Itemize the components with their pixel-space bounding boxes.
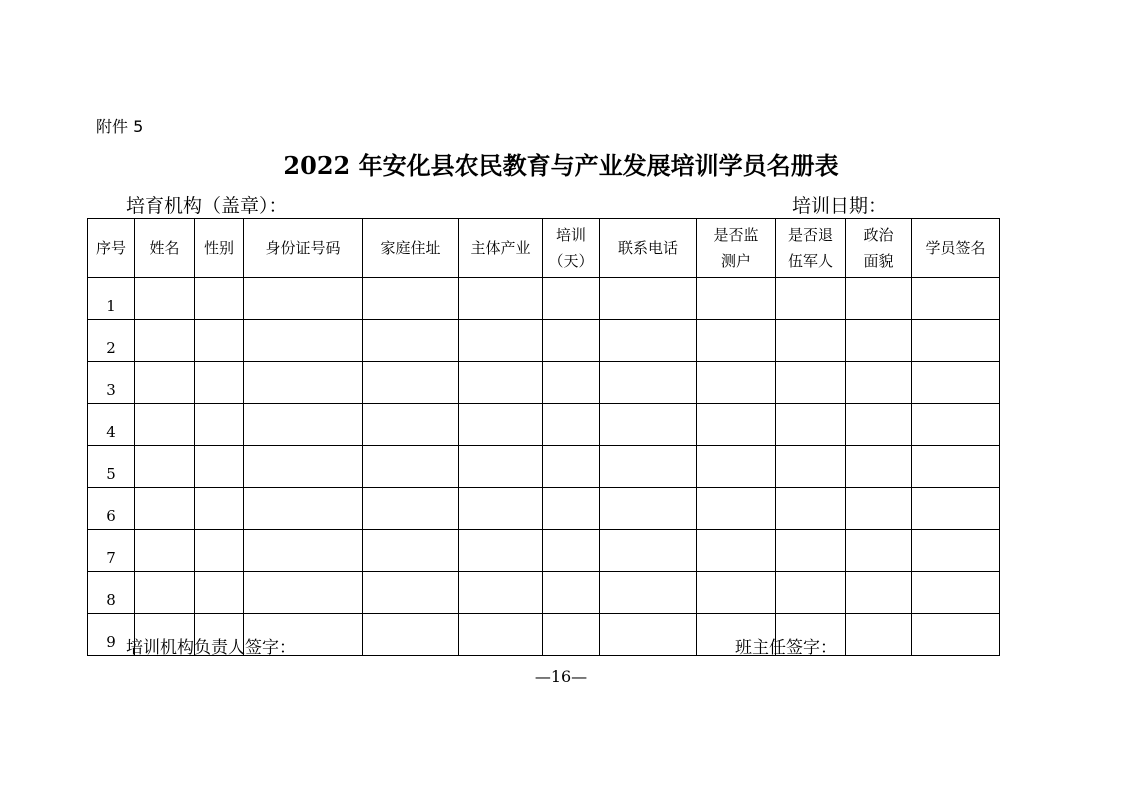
entry-cell[interactable] — [697, 320, 776, 362]
entry-cell[interactable] — [600, 530, 697, 572]
table-row — [88, 362, 1000, 404]
table-row — [88, 278, 1000, 320]
entry-cell[interactable] — [363, 446, 459, 488]
row-number-cell: 2 — [88, 320, 135, 362]
entry-cell[interactable] — [459, 488, 543, 530]
entry-cell[interactable] — [459, 614, 543, 656]
entry-cell[interactable] — [912, 530, 1000, 572]
entry-cell[interactable] — [459, 362, 543, 404]
entry-cell[interactable] — [600, 488, 697, 530]
row-number-cell: 1 — [88, 278, 135, 320]
entry-cell[interactable] — [846, 446, 912, 488]
table-row — [88, 530, 1000, 572]
entry-cell[interactable] — [135, 320, 195, 362]
entry-cell[interactable] — [135, 362, 195, 404]
entry-cell[interactable] — [697, 404, 776, 446]
entry-cell[interactable] — [363, 278, 459, 320]
header-cell: 主体产业 — [459, 219, 543, 278]
entry-cell[interactable] — [363, 530, 459, 572]
entry-cell[interactable] — [697, 278, 776, 320]
header-cell: 性别 — [195, 219, 244, 278]
entry-cell[interactable] — [363, 404, 459, 446]
entry-cell[interactable] — [600, 362, 697, 404]
row-number-cell: 4 — [88, 404, 135, 446]
entry-cell[interactable] — [135, 530, 195, 572]
entry-cell[interactable] — [776, 572, 846, 614]
entry-cell[interactable] — [846, 362, 912, 404]
entry-cell[interactable] — [776, 488, 846, 530]
entry-cell[interactable] — [195, 488, 244, 530]
entry-cell[interactable] — [600, 614, 697, 656]
entry-cell[interactable] — [600, 404, 697, 446]
entry-cell[interactable] — [363, 320, 459, 362]
entry-cell[interactable] — [459, 278, 543, 320]
entry-cell[interactable] — [363, 362, 459, 404]
entry-cell[interactable] — [600, 278, 697, 320]
entry-cell[interactable] — [912, 446, 1000, 488]
entry-cell[interactable] — [543, 572, 600, 614]
header-cell: 家庭住址 — [363, 219, 459, 278]
row-number-cell: 7 — [88, 530, 135, 572]
entry-cell[interactable] — [912, 362, 1000, 404]
entry-cell[interactable] — [195, 362, 244, 404]
entry-cell[interactable] — [244, 446, 363, 488]
entry-cell[interactable] — [543, 488, 600, 530]
entry-cell[interactable] — [363, 614, 459, 656]
entry-cell[interactable] — [244, 488, 363, 530]
entry-cell[interactable] — [776, 278, 846, 320]
entry-cell[interactable] — [244, 320, 363, 362]
entry-cell[interactable] — [543, 404, 600, 446]
entry-cell[interactable] — [135, 572, 195, 614]
row-number-cell: 5 — [88, 446, 135, 488]
entry-cell[interactable] — [912, 278, 1000, 320]
entry-cell[interactable] — [846, 488, 912, 530]
row-number-cell: 3 — [88, 362, 135, 404]
entry-cell[interactable] — [776, 362, 846, 404]
institution-head-signature-label: 培训机构负责人签字： — [126, 638, 296, 658]
entry-cell[interactable] — [600, 320, 697, 362]
entry-cell[interactable] — [135, 404, 195, 446]
entry-cell[interactable] — [543, 278, 600, 320]
entry-cell[interactable] — [846, 404, 912, 446]
entry-cell[interactable] — [846, 572, 912, 614]
entry-cell[interactable] — [363, 488, 459, 530]
entry-cell[interactable] — [135, 488, 195, 530]
table-row — [88, 572, 1000, 614]
entry-cell[interactable] — [135, 446, 195, 488]
institution-stamp-label: 培育机构（盖章）： — [126, 195, 288, 217]
entry-cell[interactable] — [697, 572, 776, 614]
header-cell: 联系电话 — [600, 219, 697, 278]
entry-cell[interactable] — [244, 404, 363, 446]
class-teacher-signature-label: 班主任签字： — [735, 638, 837, 658]
entry-cell[interactable] — [244, 530, 363, 572]
entry-cell[interactable] — [697, 530, 776, 572]
header-cell: 是否监 测户 — [697, 219, 776, 278]
entry-cell[interactable] — [543, 362, 600, 404]
attachment-label: 附件 5 — [96, 117, 144, 136]
entry-cell[interactable] — [600, 446, 697, 488]
row-number-cell: 9 — [88, 614, 135, 656]
entry-cell[interactable] — [912, 488, 1000, 530]
header-cell: 身份证号码 — [244, 219, 363, 278]
entry-cell[interactable] — [135, 278, 195, 320]
entry-cell[interactable] — [459, 446, 543, 488]
entry-cell[interactable] — [244, 572, 363, 614]
entry-cell[interactable] — [244, 362, 363, 404]
entry-cell[interactable] — [543, 320, 600, 362]
entry-cell[interactable] — [912, 320, 1000, 362]
trainee-roster-table — [87, 218, 1000, 656]
entry-cell[interactable] — [244, 278, 363, 320]
entry-cell[interactable] — [459, 572, 543, 614]
entry-cell[interactable] — [459, 530, 543, 572]
entry-cell[interactable] — [195, 572, 244, 614]
row-number-cell: 8 — [88, 572, 135, 614]
header-cell: 学员签名 — [912, 219, 1000, 278]
header-cell: 政治 面貌 — [846, 219, 912, 278]
entry-cell[interactable] — [697, 362, 776, 404]
entry-cell[interactable] — [195, 530, 244, 572]
entry-cell[interactable] — [195, 320, 244, 362]
table-row — [88, 446, 1000, 488]
entry-cell[interactable] — [846, 278, 912, 320]
entry-cell[interactable] — [912, 572, 1000, 614]
entry-cell[interactable] — [459, 404, 543, 446]
training-date-label: 培训日期： — [792, 195, 888, 217]
document-title: 2022 年安化县农民教育与产业发展培训学员名册表 — [283, 151, 839, 180]
entry-cell[interactable] — [846, 530, 912, 572]
entry-cell[interactable] — [846, 614, 912, 656]
entry-cell[interactable] — [697, 446, 776, 488]
entry-cell[interactable] — [195, 404, 244, 446]
entry-cell[interactable] — [195, 446, 244, 488]
table-row — [88, 404, 1000, 446]
table-row — [88, 320, 1000, 362]
entry-cell[interactable] — [776, 404, 846, 446]
entry-cell[interactable] — [543, 446, 600, 488]
entry-cell[interactable] — [195, 278, 244, 320]
entry-cell[interactable] — [776, 320, 846, 362]
entry-cell[interactable] — [912, 614, 1000, 656]
entry-cell[interactable] — [697, 488, 776, 530]
entry-cell[interactable] — [776, 446, 846, 488]
entry-cell[interactable] — [600, 572, 697, 614]
entry-cell[interactable] — [776, 530, 846, 572]
entry-cell[interactable] — [459, 320, 543, 362]
page-number: —16— — [534, 667, 588, 686]
header-cell: 序号 — [88, 219, 135, 278]
table-header-row — [88, 219, 1000, 278]
entry-cell[interactable] — [846, 320, 912, 362]
entry-cell[interactable] — [543, 614, 600, 656]
table-body — [88, 278, 1000, 656]
header-cell: 培训 （天） — [543, 219, 600, 278]
row-number-cell: 6 — [88, 488, 135, 530]
header-cell: 姓名 — [135, 219, 195, 278]
entry-cell[interactable] — [543, 530, 600, 572]
entry-cell[interactable] — [912, 404, 1000, 446]
table-row — [88, 488, 1000, 530]
entry-cell[interactable] — [363, 572, 459, 614]
header-cell: 是否退 伍军人 — [776, 219, 846, 278]
